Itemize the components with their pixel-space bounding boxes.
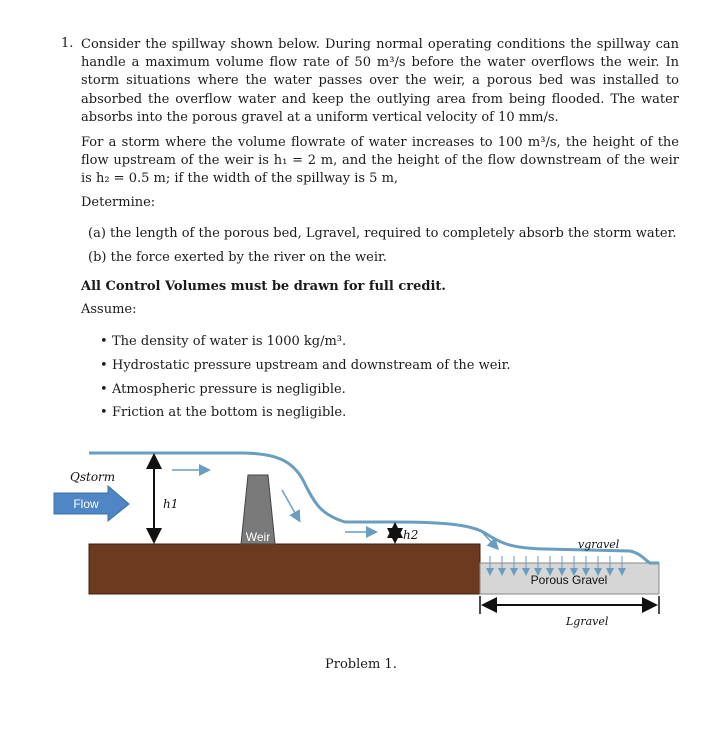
figure-caption: Problem 1.: [325, 657, 397, 672]
assumption-text: Friction at the bottom is negligible.: [112, 405, 347, 420]
spillway-figure: [0, 430, 723, 650]
assumption-item: • The density of water is 1000 kg/m³.: [100, 334, 347, 349]
assumption-text: The density of water is 1000 kg/m³.: [112, 334, 347, 349]
ground-bed: [89, 544, 480, 594]
v-gravel-label: vgravel: [578, 538, 620, 551]
h1-label: h1: [163, 497, 179, 511]
control-volumes-note: All Control Volumes must be drawn for full credit.: [81, 279, 446, 294]
porous-gravel-label: Porous Gravel: [530, 573, 608, 587]
assumption-text: Atmospheric pressure is negligible.: [112, 382, 346, 397]
assumption-item: • Atmospheric pressure is negligible.: [100, 382, 346, 397]
l-gravel-label: Lgravel: [566, 615, 609, 628]
problem-number: 1.: [61, 36, 74, 51]
overflow-arrow: [282, 490, 299, 520]
flow-label: Flow: [73, 497, 99, 511]
assumption-text: Hydrostatic pressure upstream and downstream of the weir.: [112, 358, 511, 373]
part-a: (a) the length of the porous bed, Lgravel, required to completely absorb the storm water.: [88, 226, 677, 241]
determine-label: Determine:: [81, 195, 156, 210]
h2-label: h2: [403, 528, 419, 542]
part-b: (b) the force exerted by the river on the weir.: [88, 250, 387, 265]
problem-paragraph-1: Consider the spillway shown below. During normal operating conditions the spillway can handle a maximum volume flow rate of 50 m³/s before the water overflows the weir. In storm situations where the water passes over the weir, a porous bed was installed to absorbed the overflow water and keep the outlying area from being flooded. The water absorbs into the porous gravel at a uniform vertical velocity of 10 mm/s.: [81, 37, 679, 125]
assumption-item: • Hydrostatic pressure upstream and downstream of the weir.: [100, 358, 511, 373]
weir-label: Weir: [245, 530, 271, 544]
assume-label: Assume:: [81, 302, 137, 317]
assumption-item: • Friction at the bottom is negligible.: [100, 405, 347, 420]
q-storm-label: Qstorm: [70, 470, 116, 484]
problem-paragraph-2: For a storm where the volume flowrate of water increases to 100 m³/s, the height of the flow upstream of the weir is h₁ = 2 m, and the height of the flow downstream of the weir is h₂ = 0.5 m; if the width of the spillway is 5 m,: [81, 135, 679, 187]
